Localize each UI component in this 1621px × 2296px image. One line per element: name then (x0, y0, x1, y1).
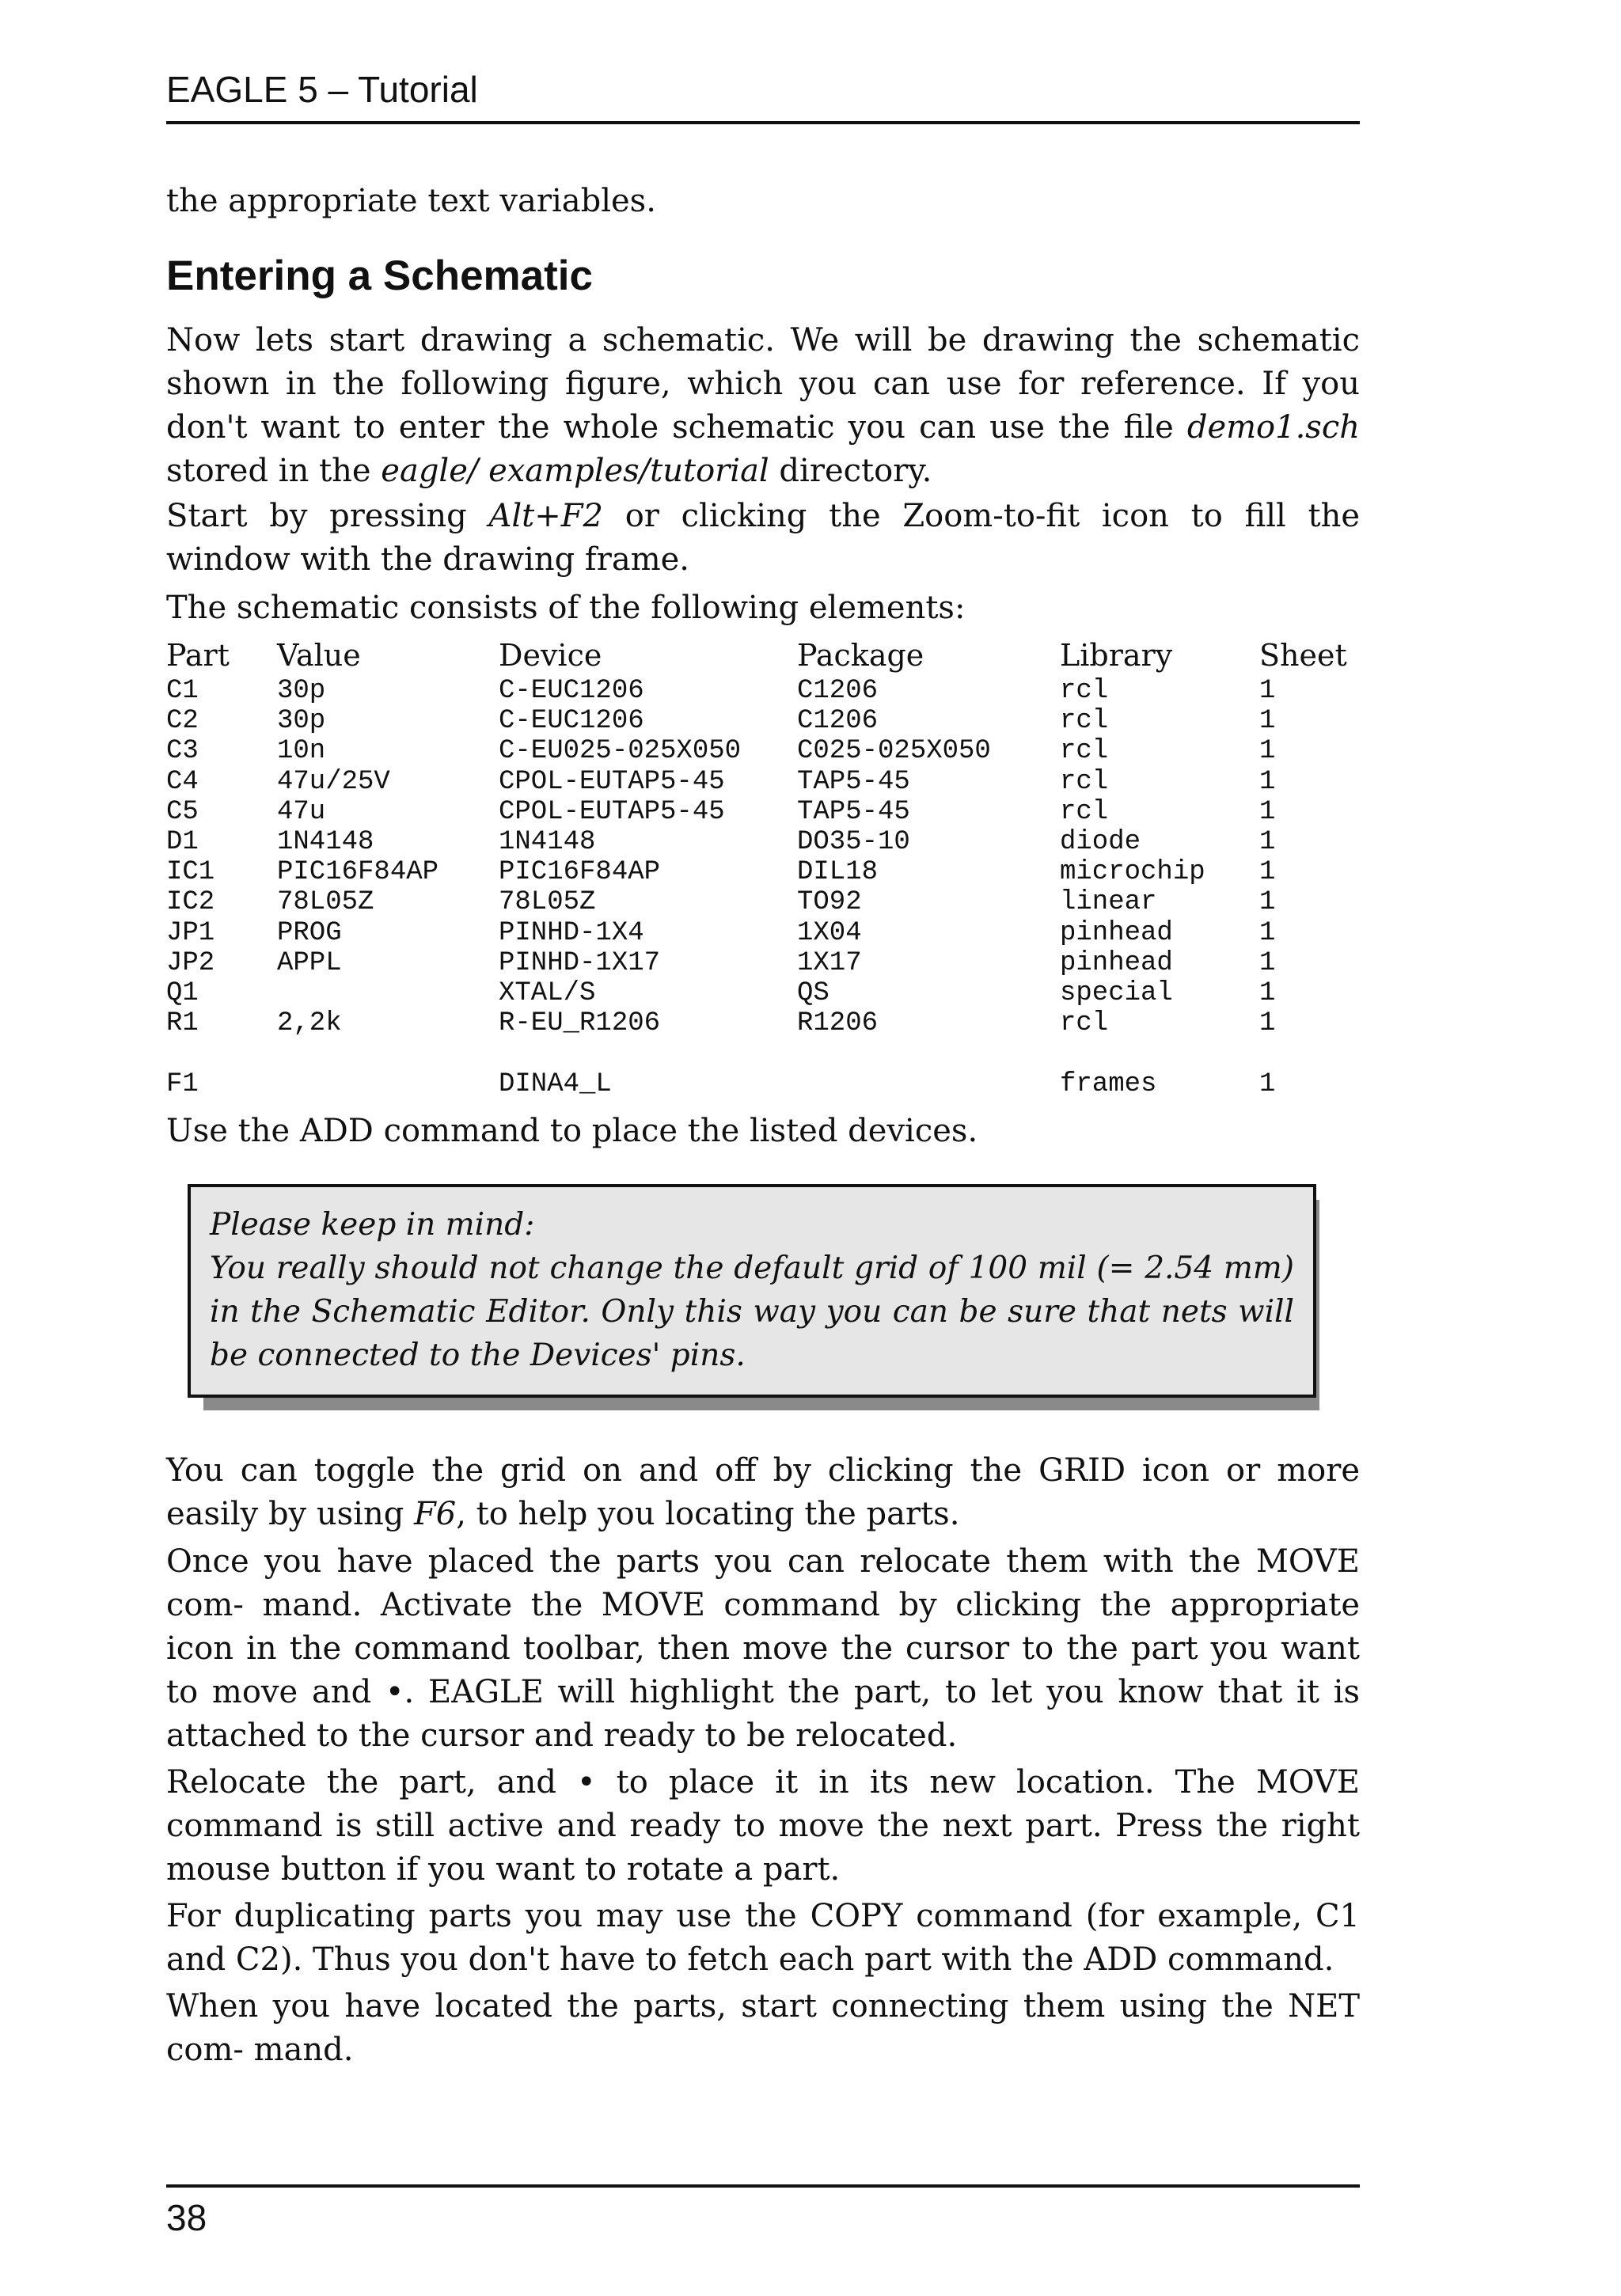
paragraph-elements-intro: The schematic consists of the following elements: (166, 590, 966, 626)
shortcut-alt-f2: Alt+F2 (488, 498, 603, 534)
cell-part: C3 (166, 736, 199, 767)
tutorial-directory: eagle/ examples/tutorial (381, 453, 769, 489)
paragraph-grid-toggle (166, 1449, 1360, 1536)
cell-value (277, 1069, 499, 1099)
cell-device: C-EU025-025X050 (499, 736, 742, 767)
table-row (166, 736, 1354, 766)
cell-device: C-EUC1206 (499, 676, 644, 706)
cell-package: TAP5-45 (797, 796, 910, 827)
cell-package: DO35-10 (797, 827, 910, 858)
cell-sheet: 1 (1259, 887, 1276, 918)
para2-text-a: Start by pressing (166, 498, 489, 534)
running-header: EAGLE 5 – Tutorial (166, 69, 478, 110)
cell-part: F1 (166, 1068, 199, 1099)
table-row (166, 706, 1354, 736)
paragraph-demo-file (166, 319, 1360, 493)
cell-device: CPOL-EUTAP5-45 (499, 796, 725, 827)
paragraph-zoom-to-fit (166, 495, 1360, 582)
cell-library: rcl (1060, 796, 1109, 827)
note-body: You really should not change the default grid of 100 mil (= 2.54 mm) in the Schematic Editor. Only this way you can be sure that nets will be connected to the Devices' pins. (210, 1250, 1294, 1373)
cell-library: rcl (1060, 676, 1109, 706)
cell-value: 47u/25V (277, 766, 390, 797)
cell-package: C1206 (797, 676, 879, 706)
cell-sheet: 1 (1259, 947, 1276, 978)
cell-package: R1206 (797, 1008, 879, 1039)
para5-text-a: You can toggle the grid on and off by clicking the GRID icon or more easily by using (166, 1452, 1360, 1532)
table-row (166, 857, 1354, 887)
cell-sheet: 1 (1259, 1068, 1276, 1099)
cell-sheet: 1 (1259, 857, 1276, 888)
para1-text-a: Now lets start drawing a schematic. We will be drawing the schematic shown in the following figure, which you can use for reference. If you don't want to enter the whole schematic you can use the file (166, 322, 1360, 446)
para2-text-b: or clicking the Zoom-to-fit icon to fill the window with the drawing frame. (166, 498, 1361, 578)
cell-part: Q1 (166, 978, 199, 1009)
table-row (166, 767, 1354, 797)
table-row (166, 887, 1354, 917)
table-row (166, 918, 1354, 948)
parts-table-body (166, 676, 1354, 1099)
note-title: Please keep in mind: (210, 1207, 535, 1243)
cell-library: rcl (1060, 766, 1109, 797)
cell-device: PIC16F84AP (499, 857, 661, 888)
cell-package: TO92 (797, 887, 862, 918)
table-row (166, 978, 1354, 1008)
cell-part: IC1 (166, 857, 215, 888)
cell-part: R1 (166, 1008, 199, 1039)
column-header-sheet: Sheet (1259, 638, 1347, 673)
cell-device: DINA4_L (499, 1068, 612, 1099)
para1-text-b: stored in the (166, 453, 382, 489)
table-row (166, 948, 1354, 978)
cell-part: C5 (166, 796, 199, 827)
cell-device: PINHD-1X4 (499, 917, 644, 948)
table-row (166, 676, 1354, 706)
cell-value: APPL (277, 947, 342, 978)
cell-device: CPOL-EUTAP5-45 (499, 766, 725, 797)
column-header-library: Library (1060, 638, 1173, 673)
cell-part: IC2 (166, 887, 215, 918)
cell-part: C4 (166, 766, 199, 797)
cell-part: JP2 (166, 947, 215, 978)
cell-sheet: 1 (1259, 676, 1276, 706)
paragraph-relocate-part: Relocate the part, and • to place it in its new location. The MOVE command is still active and ready to move the next part. Press the right mouse button if you want to rotate a part. (166, 1764, 1360, 1888)
cell-library: rcl (1060, 706, 1109, 737)
intro-fragment: the appropriate text variables. (166, 183, 656, 219)
cell-sheet: 1 (1259, 917, 1276, 948)
parts-table (166, 635, 1354, 1099)
cell-library: linear (1060, 887, 1157, 918)
table-row (166, 827, 1354, 857)
header-rule (166, 121, 1360, 124)
cell-part: C2 (166, 706, 199, 737)
para5-text-b: , to help you locating the parts. (456, 1496, 960, 1532)
cell-sheet: 1 (1259, 706, 1276, 737)
cell-library: microchip (1060, 857, 1205, 888)
cell-value: PROG (277, 917, 342, 948)
cell-part: JP1 (166, 917, 215, 948)
cell-value: 78L05Z (277, 887, 374, 918)
column-header-value: Value (277, 638, 361, 673)
para1-text-c: directory. (769, 453, 932, 489)
cell-device: PINHD-1X17 (499, 947, 661, 978)
paragraph-move-command: Once you have placed the parts you can relocate them with the MOVE com- mand. Activate the MOVE command by clicking the appropriate icon in the command toolbar, then move the cursor to the part you want to move and •. EAGLE will highlight the part, to let you know that it is attached to the cursor and ready to be relocated. (166, 1543, 1360, 1754)
shortcut-f6: F6 (414, 1496, 457, 1532)
cell-package: 1X04 (797, 917, 862, 948)
cell-value: 47u (277, 796, 326, 827)
parts-table-header-row (166, 635, 1354, 676)
column-header-package: Package (797, 638, 924, 673)
cell-library: pinhead (1060, 917, 1173, 948)
cell-device: C-EUC1206 (499, 706, 644, 737)
cell-package: C1206 (797, 706, 879, 737)
section-heading: Entering a Schematic (166, 252, 594, 299)
cell-value: PIC16F84AP (277, 857, 439, 888)
cell-library: pinhead (1060, 947, 1173, 978)
cell-value: 2,2k (277, 1008, 342, 1039)
cell-value: 10n (277, 736, 326, 767)
cell-library: frames (1060, 1068, 1157, 1099)
cell-package: QS (797, 978, 829, 1009)
column-header-part: Part (166, 638, 230, 673)
paragraph-net-command: When you have located the parts, start connecting them using the NET com- mand. (166, 1988, 1360, 2068)
cell-sheet: 1 (1259, 1008, 1276, 1039)
cell-sheet: 1 (1259, 827, 1276, 858)
cell-device: 78L05Z (499, 887, 596, 918)
cell-library: rcl (1060, 1008, 1109, 1039)
paragraph-add-command: Use the ADD command to place the listed devices. (166, 1113, 978, 1149)
cell-value (277, 978, 499, 1008)
column-header-device: Device (499, 638, 602, 673)
cell-device: 1N4148 (499, 827, 596, 858)
cell-value: 1N4148 (277, 827, 374, 858)
cell-package (797, 1069, 1060, 1099)
cell-sheet: 1 (1259, 978, 1276, 1009)
footer-rule (166, 2184, 1360, 2188)
page-number: 38 (166, 2197, 207, 2238)
cell-device: R-EU_R1206 (499, 1008, 661, 1039)
cell-sheet: 1 (1259, 766, 1276, 797)
cell-library: special (1060, 978, 1173, 1009)
table-row (166, 1008, 1354, 1038)
table-row-frame (166, 1069, 1354, 1099)
cell-library: rcl (1060, 736, 1109, 767)
spacer-cell (166, 1038, 1354, 1068)
cell-package: DIL18 (797, 857, 879, 888)
cell-part: D1 (166, 827, 199, 858)
cell-sheet: 1 (1259, 796, 1276, 827)
cell-sheet: 1 (1259, 736, 1276, 767)
cell-value: 30p (277, 676, 326, 706)
table-row (166, 797, 1354, 827)
cell-package: C025-025X050 (797, 736, 991, 767)
cell-package: 1X17 (797, 947, 862, 978)
note-box (188, 1184, 1316, 1398)
paragraph-copy-command: For duplicating parts you may use the COPY command (for example, C1 and C2). Thus you don't have to fetch each part with the ADD command. (166, 1898, 1360, 1978)
cell-library: diode (1060, 827, 1141, 858)
table-spacer-row (166, 1038, 1354, 1068)
demo-file-name: demo1.sch (1186, 409, 1360, 446)
cell-part: C1 (166, 676, 199, 706)
cell-device: XTAL/S (499, 978, 596, 1009)
cell-value: 30p (277, 706, 326, 737)
cell-package: TAP5-45 (797, 766, 910, 797)
